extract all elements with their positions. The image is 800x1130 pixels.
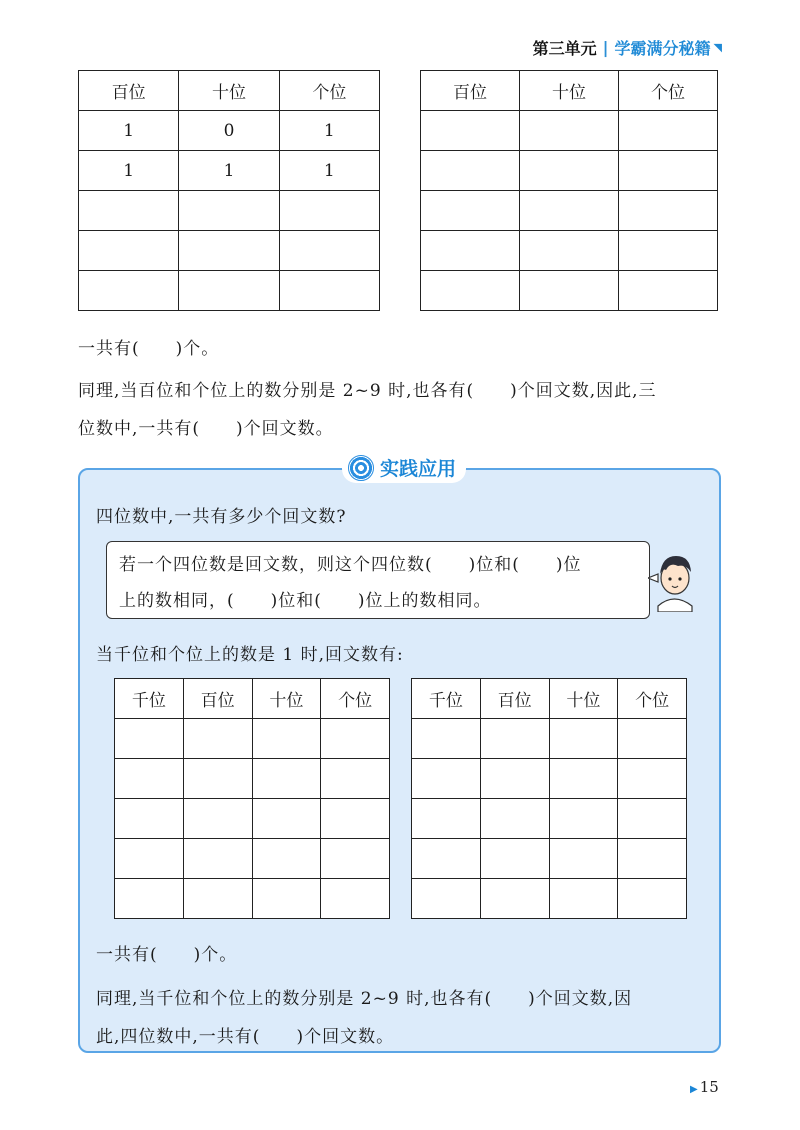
table-row (79, 191, 380, 231)
table-cell[interactable] (252, 719, 321, 759)
table-row (412, 839, 687, 879)
table-cell[interactable] (115, 879, 184, 919)
table-cell[interactable]: 1 (179, 151, 279, 191)
page-header (533, 36, 722, 59)
table-cell[interactable] (183, 839, 252, 879)
practice-total-line: 一共有( )个。 (96, 945, 238, 965)
hint-line-1: 若一个四位数是回文数，则这个四位数( )位和( )位 (119, 555, 582, 575)
table-header: 百位 (421, 71, 520, 111)
table-row (412, 879, 687, 919)
table-header: 十位 (520, 71, 619, 111)
table-cell[interactable] (520, 231, 619, 271)
table-cell[interactable] (279, 231, 379, 271)
three-digit-table-1 (78, 70, 380, 311)
practice-question: 四位数中,一共有多少个回文数? (96, 507, 347, 527)
table-row (115, 759, 390, 799)
table-cell[interactable]: 1 (79, 111, 179, 151)
table-row (115, 879, 390, 919)
table-cell[interactable] (321, 799, 390, 839)
table-cell[interactable] (179, 271, 279, 311)
table-header: 十位 (549, 679, 618, 719)
table-cell[interactable] (421, 191, 520, 231)
table-row (421, 191, 718, 231)
table-cell[interactable] (520, 271, 619, 311)
table-cell[interactable] (321, 879, 390, 919)
table-cell[interactable] (412, 839, 481, 879)
table-cell[interactable] (115, 719, 184, 759)
flag-icon: ◥ (713, 41, 722, 54)
hint-line-2: 上的数相同，( )位和( )位上的数相同。 (119, 591, 492, 611)
table-cell[interactable] (619, 191, 718, 231)
page-number-text: 15 (699, 1078, 719, 1096)
table-cell[interactable] (619, 151, 718, 191)
table-cell[interactable] (412, 719, 481, 759)
table-cell[interactable] (183, 719, 252, 759)
table-header: 百位 (183, 679, 252, 719)
table-header: 百位 (480, 679, 549, 719)
hint-box (106, 541, 650, 619)
table-cell[interactable] (115, 759, 184, 799)
table-cell[interactable] (480, 799, 549, 839)
table-cell[interactable] (179, 231, 279, 271)
table-row (421, 111, 718, 151)
table-header: 个位 (279, 71, 379, 111)
table-header: 个位 (619, 71, 718, 111)
unit-label: 第三单元 (532, 39, 597, 58)
table-header: 十位 (179, 71, 279, 111)
table-row (115, 719, 390, 759)
table-cell[interactable] (618, 839, 687, 879)
table-row (79, 231, 380, 271)
table-cell[interactable] (520, 191, 619, 231)
practice-title (342, 452, 466, 483)
series-label: 学霸满分秘籍 (614, 39, 711, 58)
practice-title-text: 实践应用 (380, 458, 457, 480)
total-count-line: 一共有( )个。 (78, 339, 220, 359)
table-cell[interactable] (279, 191, 379, 231)
table-cell[interactable] (79, 271, 179, 311)
table-cell[interactable] (321, 719, 390, 759)
table-row (79, 271, 380, 311)
table-cell[interactable] (412, 879, 481, 919)
table-row (412, 799, 687, 839)
table-header: 个位 (321, 679, 390, 719)
table-cell[interactable]: 1 (279, 111, 379, 151)
table-cell[interactable] (619, 271, 718, 311)
table-row (421, 151, 718, 191)
table-cell[interactable] (79, 231, 179, 271)
table-cell[interactable] (179, 191, 279, 231)
table-cell[interactable] (619, 111, 718, 151)
table-header: 千位 (115, 679, 184, 719)
table-cell[interactable] (183, 879, 252, 919)
likewise-line-1: 同理,当百位和个位上的数分别是 2~9 时,也各有( )个回文数,因此,三 (78, 381, 657, 401)
table-cell[interactable] (252, 839, 321, 879)
page-marker-icon: ▶ (690, 1084, 698, 1095)
table-cell[interactable] (549, 719, 618, 759)
table-cell[interactable] (79, 191, 179, 231)
table-header: 百位 (79, 71, 179, 111)
table-cell[interactable] (321, 759, 390, 799)
table-cell[interactable] (412, 759, 481, 799)
table-cell[interactable] (549, 879, 618, 919)
table-cell[interactable] (618, 879, 687, 919)
table-row (115, 839, 390, 879)
table-cell[interactable] (520, 151, 619, 191)
table-cell[interactable] (321, 839, 390, 879)
table-cell[interactable] (421, 111, 520, 151)
table-cell[interactable] (549, 839, 618, 879)
table-row (115, 799, 390, 839)
table-cell[interactable] (480, 839, 549, 879)
header-separator: | (602, 38, 609, 57)
table-cell[interactable] (412, 799, 481, 839)
three-digit-table-2 (420, 70, 718, 311)
table-cell[interactable] (421, 231, 520, 271)
table-cell[interactable] (421, 151, 520, 191)
table-header: 千位 (412, 679, 481, 719)
table-cell[interactable] (619, 231, 718, 271)
table-header: 十位 (252, 679, 321, 719)
target-icon (348, 455, 374, 481)
practice-likewise-line-2: 此,四位数中,一共有( )个回文数。 (96, 1027, 395, 1047)
table-cell[interactable] (252, 759, 321, 799)
table-cell[interactable] (549, 759, 618, 799)
table-row (79, 111, 380, 151)
table-cell[interactable] (252, 879, 321, 919)
table-cell[interactable] (520, 111, 619, 151)
table-cell[interactable] (183, 799, 252, 839)
table-cell[interactable] (279, 271, 379, 311)
table-cell[interactable] (421, 271, 520, 311)
table-cell[interactable] (549, 799, 618, 839)
practice-likewise-line-1: 同理,当千位和个位上的数分别是 2~9 时,也各有( )个回文数,因 (96, 989, 633, 1009)
table-cell[interactable] (480, 759, 549, 799)
table-cell[interactable] (618, 759, 687, 799)
four-digit-table-1 (114, 678, 390, 919)
table-cell[interactable]: 0 (179, 111, 279, 151)
table-row (421, 231, 718, 271)
table-cell[interactable] (115, 839, 184, 879)
table-row (79, 151, 380, 191)
boy-avatar-icon (648, 548, 700, 612)
table-row (421, 271, 718, 311)
likewise-line-2: 位数中,一共有( )个回文数。 (78, 419, 334, 439)
table-header: 个位 (618, 679, 687, 719)
table-cell[interactable]: 1 (79, 151, 179, 191)
table-row (412, 719, 687, 759)
table-cell[interactable] (183, 759, 252, 799)
table-cell[interactable] (115, 799, 184, 839)
page-number (690, 1078, 719, 1096)
four-digit-table-2 (411, 678, 687, 919)
table-cell[interactable] (480, 719, 549, 759)
table-cell[interactable] (618, 719, 687, 759)
table-cell[interactable] (252, 799, 321, 839)
case-line: 当千位和个位上的数是 1 时,回文数有: (96, 645, 404, 665)
table-cell[interactable] (618, 799, 687, 839)
table-cell[interactable]: 1 (279, 151, 379, 191)
table-row (412, 759, 687, 799)
table-cell[interactable] (480, 879, 549, 919)
